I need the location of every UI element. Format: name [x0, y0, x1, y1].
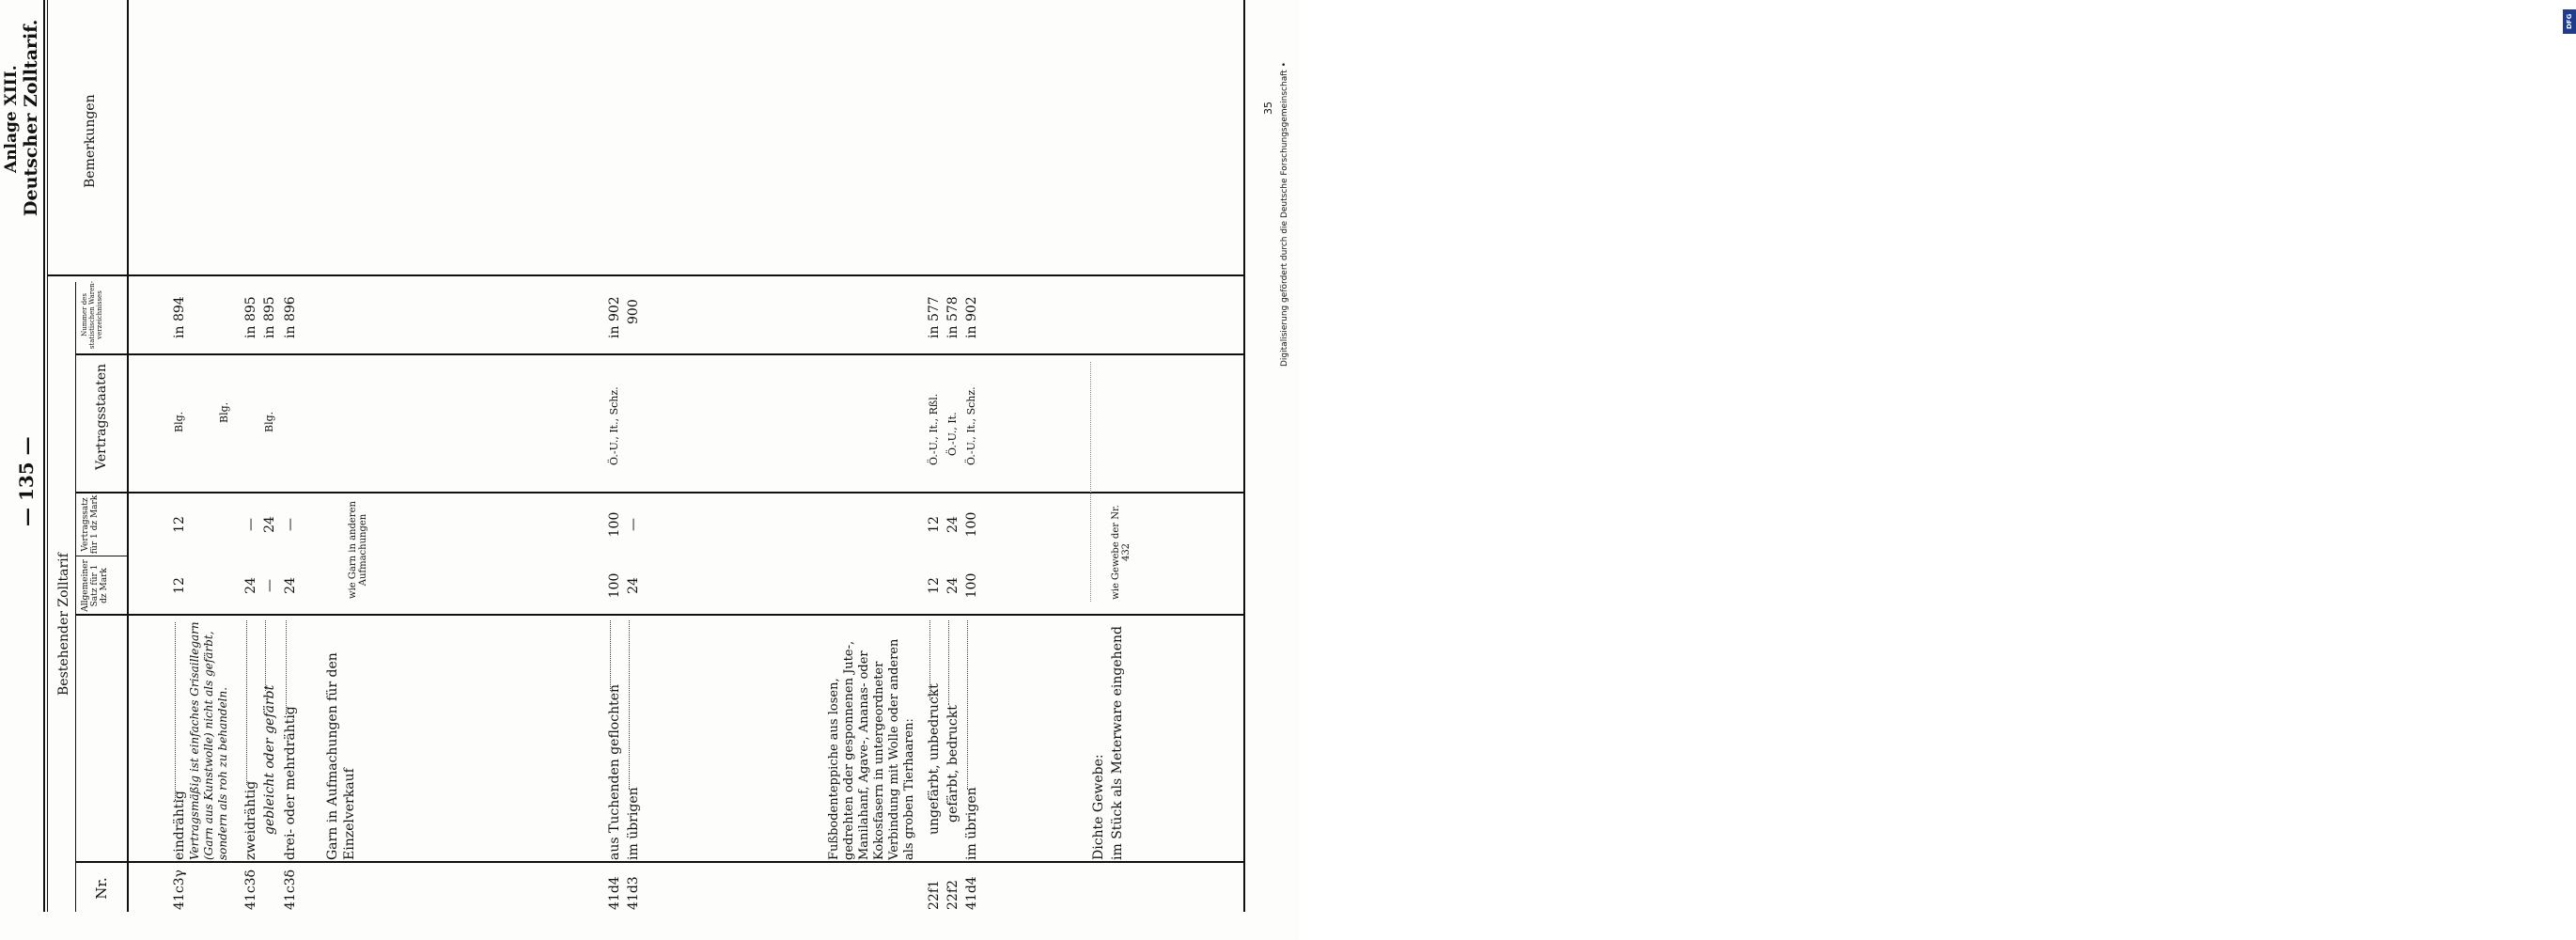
- row1-allg: 12: [172, 577, 187, 594]
- scan-credit-strip: [1278, 0, 2573, 940]
- row9-stat: in 902: [964, 296, 979, 338]
- col-sep-rates: [75, 492, 1243, 494]
- col-header-nr: Nr.: [93, 877, 110, 900]
- row2b-staaten: Blg.: [263, 411, 275, 432]
- col-header-vertragssatz: Vertragssatz für 1 dz Mark: [81, 494, 100, 555]
- row8-leader: [948, 620, 949, 705]
- col-sep-text: [75, 614, 1243, 616]
- group-header: Bestehender Zolltarif: [56, 553, 71, 696]
- row3-vert: —: [283, 518, 298, 531]
- row7-text: ungefärbt, unbedruckt: [927, 683, 942, 835]
- row1-note: Vertragsmäßig ist einfaches Grisaillegarn (Garn aus Kunstwolle) nicht als gefärbt, sondern als roh zu behandeln.: [188, 621, 229, 860]
- row9-text: im übrigen: [964, 787, 979, 860]
- row3-stat: in 896: [283, 296, 298, 338]
- col-header-bemerkungen: Bemerkungen: [83, 94, 98, 188]
- row5-nr: 41d4: [607, 876, 622, 910]
- row8-staaten: Ö.-U., It.: [946, 412, 959, 456]
- row9-vert: 100: [964, 511, 979, 538]
- row2-vert: —: [243, 518, 258, 531]
- row3-leader: [286, 620, 287, 714]
- col-sep-nr: [75, 861, 1243, 863]
- header-bottom-rule: [127, 0, 129, 912]
- row2b-leader: [265, 620, 266, 691]
- row6-nr: 41d3: [626, 876, 641, 910]
- row7-staaten: Ö.-U., It., Rßl.: [928, 393, 940, 465]
- row1-nr: 41c3γ: [172, 870, 187, 910]
- col-header-nummer: Nummer des statistischen Waren-verzeichnisses: [81, 280, 103, 350]
- top-rule-2: [47, 0, 48, 912]
- row9-leader: [967, 620, 968, 790]
- row8-nr: 22f2: [945, 880, 960, 910]
- row5-vert: 100: [607, 511, 622, 538]
- folio-number: 35: [1262, 102, 1274, 115]
- row10-rate: wie Gewebe der Nr. 432: [1111, 505, 1132, 600]
- row9-staaten: Ö.-U., It., Schz.: [965, 386, 977, 465]
- row6-text: im übrigen: [626, 787, 641, 860]
- row1-stat: in 894: [172, 296, 187, 338]
- row9-nr: 41d4: [964, 876, 979, 910]
- col-sep-stat: [47, 274, 1243, 276]
- col-header-vertragsstaaten: Vertragsstaaten: [94, 363, 109, 470]
- row2b-allg: —: [262, 579, 277, 592]
- row5-allg: 100: [607, 572, 622, 599]
- row6-stat: 900: [626, 299, 641, 324]
- row9-allg: 100: [964, 572, 979, 599]
- row7-nr: 22f1: [927, 880, 942, 910]
- row2-stat: in 895: [243, 296, 258, 338]
- row6-vert: —: [626, 518, 641, 531]
- row1-leader: [175, 622, 176, 801]
- row2b-stat: in 895: [262, 296, 277, 338]
- scan-credit: Digitalisierung gefördert durch die Deutsche Forschungsgemeinschaft •: [1280, 62, 1289, 367]
- row1-staaten: Blg.: [173, 411, 185, 432]
- row10-text: im Stück als Meterware eingehend: [1110, 626, 1125, 860]
- row4-text: Garn in Aufmachungen für den Einzelverkauf: [325, 652, 357, 860]
- tariff-title: Deutscher Zolltarif.: [21, 19, 41, 216]
- page-number: — 135 —: [15, 436, 38, 526]
- row3-text: drei- oder mehrdrähtig: [283, 706, 298, 860]
- row1-vert: 12: [172, 516, 187, 533]
- row2-allg: 24: [243, 577, 258, 594]
- row7-leader: [929, 620, 930, 700]
- row2-text: zweidrähtig: [243, 780, 258, 860]
- row6-allg: 24: [626, 577, 641, 594]
- row8-allg: 24: [945, 577, 960, 594]
- row8-text: gefärbt, bedruckt: [945, 705, 960, 822]
- row7-allg: 12: [927, 577, 942, 594]
- row6-leader: [629, 620, 630, 790]
- row1-note-staaten: Blg.: [218, 401, 230, 423]
- row10-faint-rule: [1090, 362, 1091, 602]
- row10-heading: Dichte Gewebe:: [1091, 754, 1106, 860]
- dfg-logo: DFG: [2563, 9, 2576, 34]
- row7-stat: in 577: [927, 296, 942, 338]
- row5-leader: [610, 620, 611, 691]
- top-rule: [43, 0, 45, 912]
- row2b-vert: 24: [262, 516, 277, 533]
- row1-text: eindrähtig: [172, 791, 187, 860]
- row2-nr: 41c3δ: [243, 870, 258, 910]
- row7-heading: Fußbodenteppiche aus losen, gedrehten oder gesponnenen Jute-, Manilahanf, Agave-, Ananas- oder Kokosfasern in untergeordneter Verbindung mit Wolle oder anderen als groben Tierhaaren:: [827, 638, 916, 860]
- row2b-text: gebleicht oder gefärbt: [262, 684, 277, 835]
- anlage-label: Anlage XIII.: [2, 65, 21, 173]
- row2-leader: [246, 620, 247, 785]
- row4-rate: wie Garn in anderen Aufmachungen: [348, 501, 368, 599]
- row7-vert: 12: [927, 516, 942, 533]
- col-header-allgemeiner: Allgemeiner Satz für 1 dz Mark: [81, 559, 109, 612]
- row5-stat: in 902: [607, 296, 622, 338]
- row5-text: aus Tuchenden geflochten: [607, 683, 622, 860]
- row8-vert: 24: [945, 516, 960, 533]
- row8-stat: in 578: [945, 296, 960, 338]
- row3-allg: 24: [283, 577, 298, 594]
- bottom-rule: [1243, 0, 1245, 912]
- row5-staaten: Ö.-U., It., Schz.: [608, 386, 620, 465]
- group-header-rule: [75, 282, 76, 912]
- row3-nr: 41c3δ: [283, 870, 298, 910]
- col-sep-staaten: [75, 353, 1243, 355]
